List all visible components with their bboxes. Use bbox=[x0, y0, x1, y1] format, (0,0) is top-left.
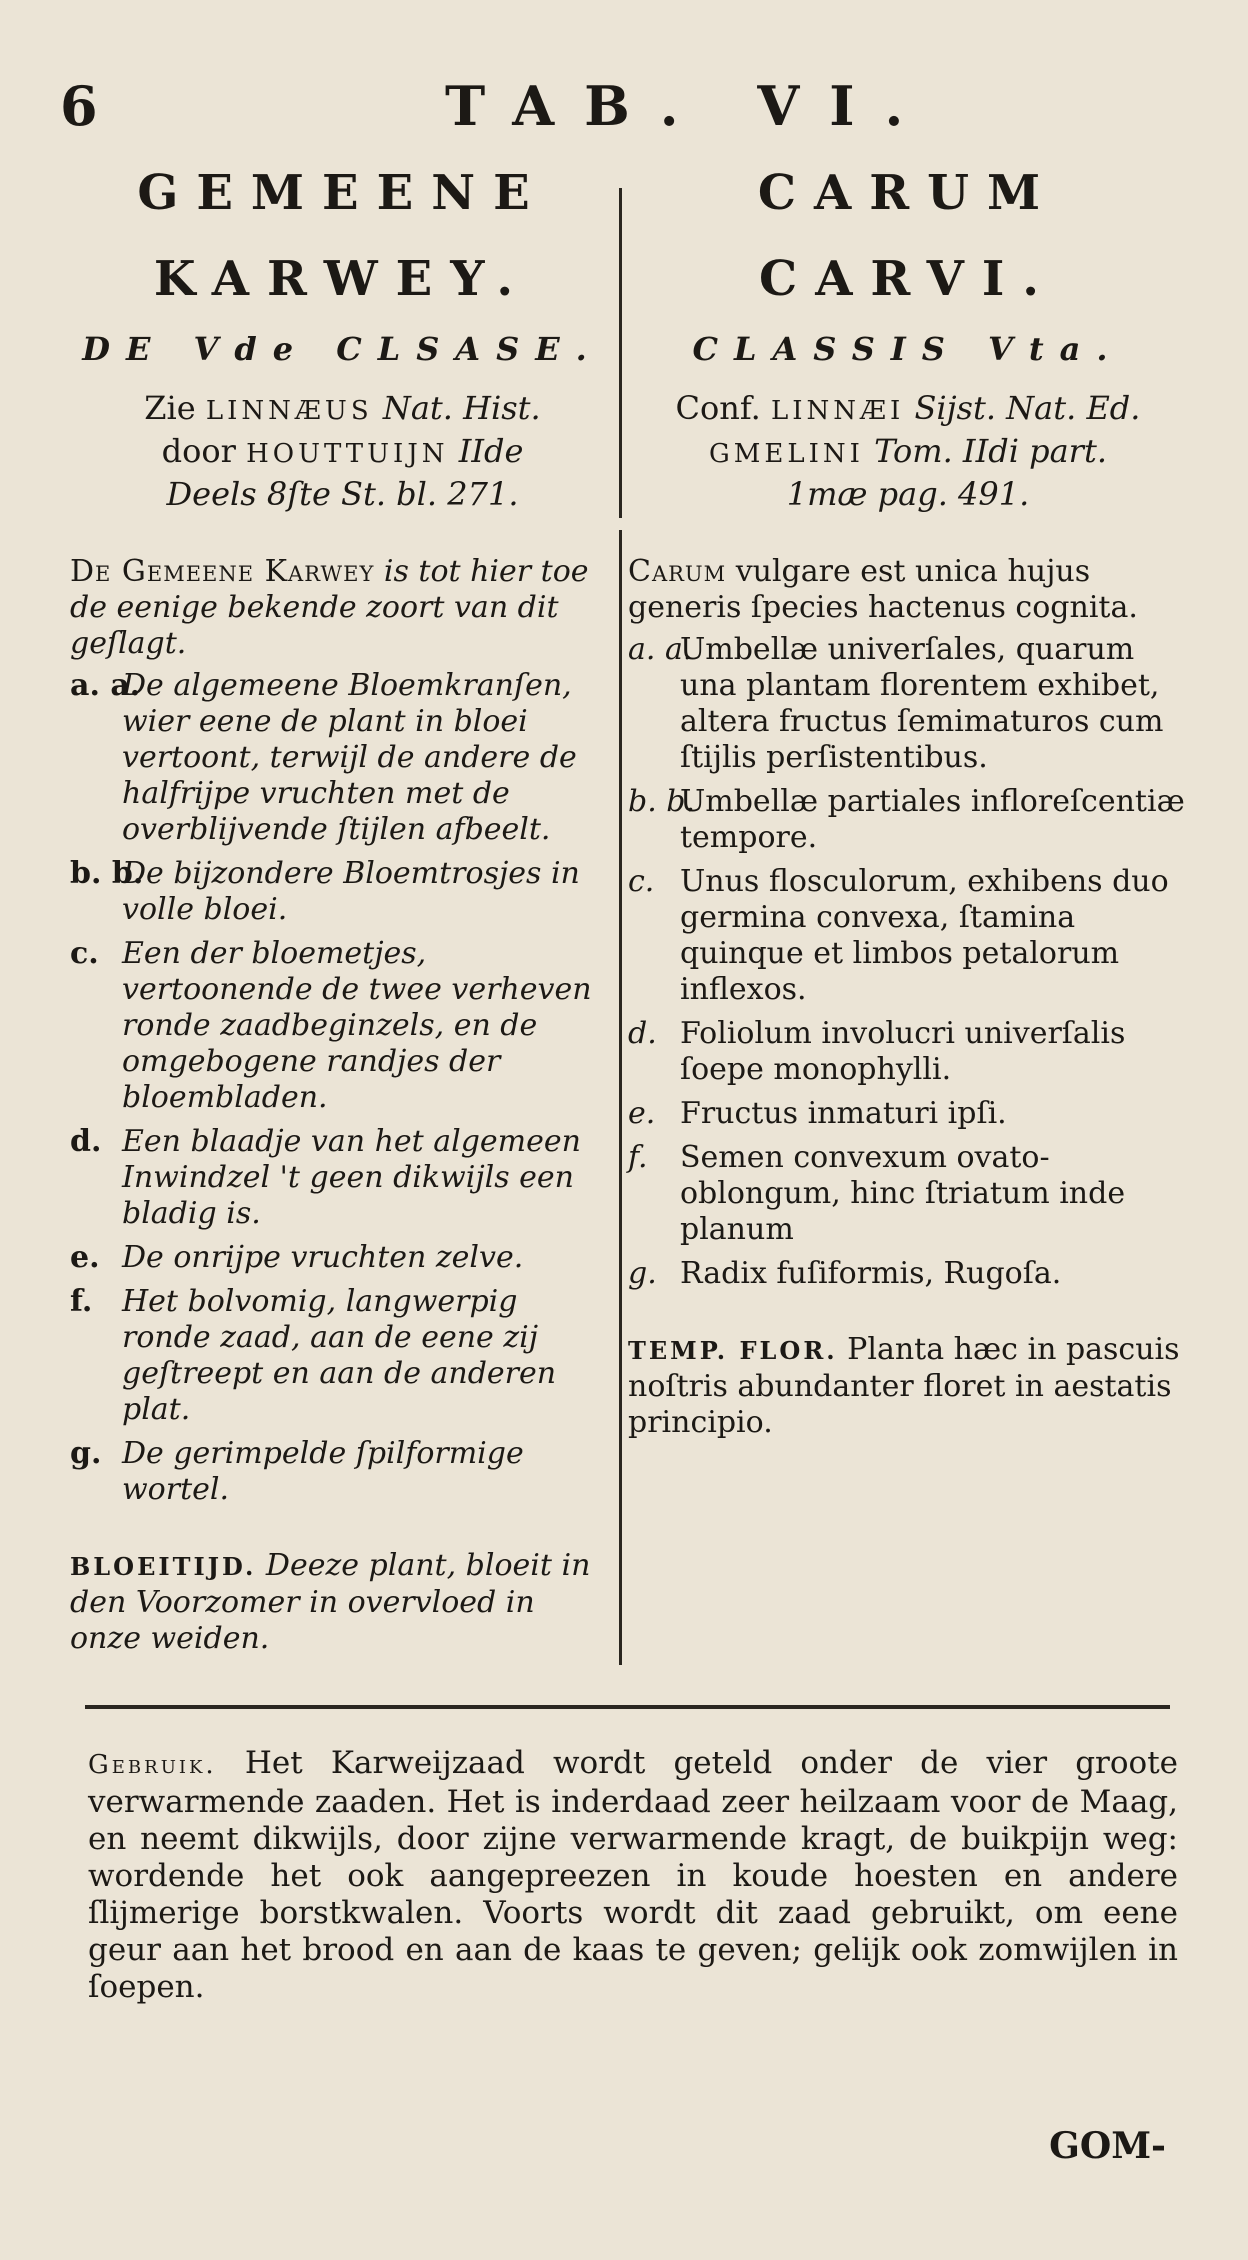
legend-label: d. bbox=[628, 1016, 657, 1051]
flowering-label-latin: TEMP. FLOR. bbox=[628, 1336, 838, 1365]
ref-page: 1mæ pag. 491. bbox=[786, 475, 1030, 513]
legend-item bbox=[628, 1140, 1188, 1248]
latin-title-line2: CARVI. bbox=[758, 251, 1058, 307]
legend-text: Umbellæ univerſales, quarum una plantam florentem exhibet, altera fructus ſemimaturos cum ſtijlis perſistentibus. bbox=[680, 632, 1164, 775]
column-divider-top bbox=[619, 188, 622, 518]
column-divider-bottom bbox=[619, 530, 622, 1665]
legend-item bbox=[628, 1016, 1188, 1088]
legend-item bbox=[628, 1256, 1188, 1292]
legend-label: d. bbox=[70, 1124, 102, 1159]
legend-text: Foliolum involucri univerſalis ſoepe monophylli. bbox=[680, 1016, 1126, 1087]
legend-text: De gerimpelde ſpilformige wortel. bbox=[122, 1436, 524, 1507]
flowering-label: BLOEITIJD. bbox=[70, 1552, 257, 1581]
legend-text: De onrijpe vruchten zelve. bbox=[122, 1240, 524, 1275]
legend-label: b. b. bbox=[70, 856, 144, 891]
legend-label: a. a. bbox=[70, 668, 141, 703]
latin-intro-text: vulgare est unica hujus generis ſpecies hactenus cognita. bbox=[628, 554, 1138, 625]
legend-label: a. a. bbox=[628, 632, 693, 667]
legend-item bbox=[70, 1436, 615, 1508]
page-header bbox=[0, 62, 1248, 152]
legend-item bbox=[70, 1240, 615, 1276]
latin-title-line1: CARUM bbox=[757, 165, 1059, 221]
ref-word: Conf. bbox=[675, 389, 761, 427]
ref-volume: IIde bbox=[458, 432, 524, 470]
ref-author: LINNÆUS bbox=[205, 396, 373, 426]
legend-item bbox=[628, 632, 1188, 776]
legend-label: b. b. bbox=[628, 784, 696, 819]
latin-reference bbox=[628, 388, 1188, 514]
dutch-class: DE Vde CLSASE. bbox=[82, 330, 603, 368]
legend-label: c. bbox=[628, 864, 655, 899]
legend-item bbox=[628, 1096, 1188, 1132]
flowering-time-latin bbox=[628, 1332, 1188, 1441]
legend-item bbox=[70, 668, 615, 848]
legend-item bbox=[70, 856, 615, 928]
legend-text: Een blaadje van het algemeen Inwindzel 't geen dikwijls een bladig is. bbox=[122, 1124, 581, 1231]
legend-text: Semen convexum ovato-oblongum, hinc ſtriatum inde planum bbox=[680, 1140, 1126, 1247]
catchword: GOM- bbox=[1049, 2125, 1166, 2167]
legend-label: e. bbox=[70, 1240, 100, 1275]
ref-volume: Tom. IIdi part. bbox=[874, 432, 1107, 470]
plate-title: TAB. VI. bbox=[445, 74, 934, 138]
latin-plant-name: Carum bbox=[628, 554, 727, 589]
legend-label: e. bbox=[628, 1096, 656, 1131]
dutch-plant-name: De Gemeene Karwey bbox=[70, 554, 375, 589]
legend-item bbox=[628, 784, 1188, 856]
legend-item bbox=[70, 1124, 615, 1232]
legend-text: Fructus inmaturi ipſi. bbox=[680, 1096, 1007, 1131]
dutch-title-line1: GEMEENE bbox=[137, 165, 548, 221]
legend-text: De bijzondere Bloemtrosjes in volle bloei. bbox=[122, 856, 580, 927]
section-divider bbox=[85, 1705, 1170, 1709]
latin-intro bbox=[628, 554, 1188, 626]
ref-word: Zie bbox=[144, 389, 196, 427]
dutch-title-line2: KARWEY. bbox=[153, 251, 532, 307]
ref-work: Sijst. Nat. Ed. bbox=[914, 389, 1141, 427]
legend-text: Unus flosculorum, exhibens duo germina convexa, ſtamina quinque et limbos petalorum inflexos. bbox=[680, 864, 1169, 1007]
flowering-text-latin: Planta hæc in pascuis noſtris abundanter floret in aestatis principio. bbox=[628, 1332, 1180, 1440]
ref-page: Deels 8ſte St. bl. 271. bbox=[166, 475, 519, 513]
legend-text: Het bolvomig, langwerpig ronde zaad, aan de eene zij geſtreept en aan de anderen plat. bbox=[122, 1284, 557, 1427]
legend-label: g. bbox=[628, 1256, 657, 1291]
usage-text: Het Karweijzaad wordt geteld onder de vier groote verwarmende zaaden. Het is inderdaad zeer heilzaam voor de Maag, en neemt dikwijls, door zijne verwarmende kragt, de buikpijn weg: wordende het ook aangepreezen in koude hoesten en andere ſlijmerige borstkwalen. Voorts wordt dit zaad gebruikt, om eene geur aan het brood en aan de kaas te geven; gelijk ook zomwijlen in ſoepen. bbox=[88, 1745, 1179, 2005]
usage-label: Gebruik. bbox=[88, 1750, 217, 1780]
ref-word: door bbox=[161, 432, 236, 470]
legend-text: Radix fuſiformis, Rugoſa. bbox=[680, 1256, 1062, 1291]
legend-text: De algemeene Bloemkranſen, wier eene de plant in bloei vertoont, terwijl de andere de halfrijpe vruchten met de overblijvende ſtijlen afbeelt. bbox=[122, 668, 577, 847]
dutch-column bbox=[70, 150, 615, 1657]
page-number: 6 bbox=[60, 74, 98, 138]
legend-label: c. bbox=[70, 936, 99, 971]
dutch-intro-text: is tot hier toe de eenige bekende zoort van dit geſlagt. bbox=[70, 554, 589, 661]
dutch-reference bbox=[70, 388, 615, 514]
ref-work: Nat. Hist. bbox=[382, 389, 541, 427]
latin-column bbox=[628, 150, 1188, 1441]
flowering-time bbox=[70, 1548, 615, 1657]
ref-author: GMELINI bbox=[709, 439, 864, 469]
legend-label: f. bbox=[628, 1140, 648, 1175]
legend-item bbox=[70, 1284, 615, 1428]
latin-class: CLASSIS Vta. bbox=[692, 330, 1124, 368]
flowering-text: Deeze plant, bloeit in den Voorzomer in overvloed in onze weiden. bbox=[70, 1548, 591, 1656]
ref-author: HOUTTUIJN bbox=[246, 439, 449, 469]
dutch-intro bbox=[70, 554, 615, 662]
legend-text: Umbellæ partiales infloreſcentiæ tempore. bbox=[680, 784, 1185, 855]
ref-author: LINNÆI bbox=[770, 396, 905, 426]
legend-label: g. bbox=[70, 1436, 102, 1471]
legend-item bbox=[70, 936, 615, 1116]
usage-paragraph bbox=[88, 1745, 1178, 2006]
legend-item bbox=[628, 864, 1188, 1008]
legend-label: f. bbox=[70, 1284, 93, 1319]
legend-text: Een der bloemetjes, vertoonende de twee verheven ronde zaadbeginzels, en de omgebogene randjes der bloembladen. bbox=[122, 936, 592, 1115]
